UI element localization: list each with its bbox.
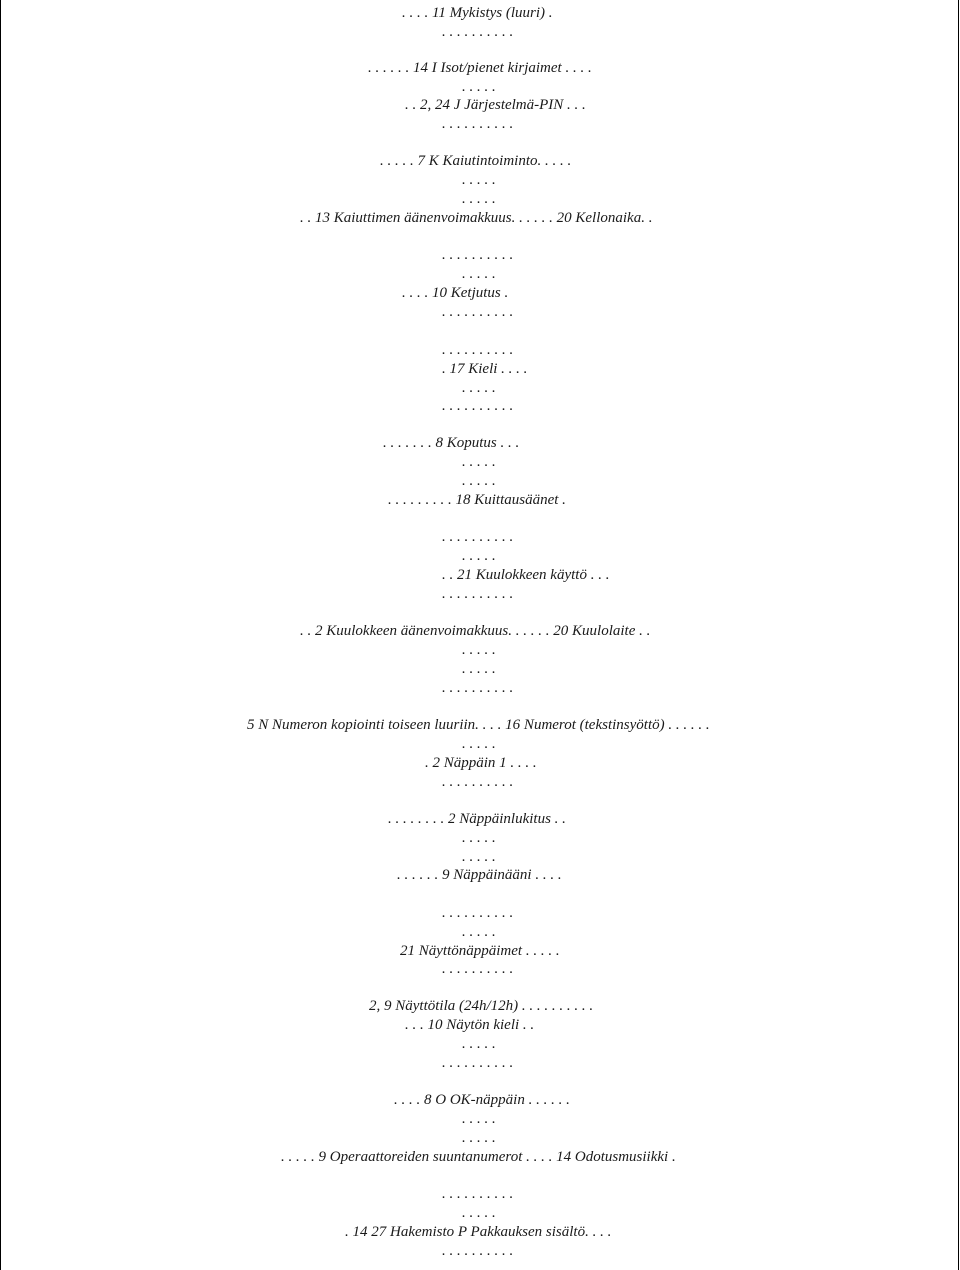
index-line: . . . . . xyxy=(462,642,496,658)
index-line: . 14 27 Hakemisto P Pakkauksen sisältö. . . . xyxy=(345,1224,612,1240)
index-line: . . 2, 24 J Järjestelmä-PIN . . . xyxy=(405,97,586,113)
index-line: . . . . . . . . . . xyxy=(442,905,514,921)
index-line: . . . . . xyxy=(462,266,496,282)
index-line: . . . . . . . . . . xyxy=(442,116,514,132)
index-line: . . . . . . . . . . xyxy=(442,774,514,790)
index-line: . . . . . . . . . . xyxy=(442,1186,514,1202)
index-line: . . . . . 9 Operaattoreiden suuntanumerot . . . . 14 Odotusmusiikki . xyxy=(281,1149,676,1165)
index-line: . . . . . xyxy=(462,1111,496,1127)
index-line: . . . . . . . . . . xyxy=(442,304,514,320)
index-line: . . . 10 Näytön kieli . . xyxy=(405,1017,535,1033)
index-line: . . . . . . . . . . xyxy=(442,247,514,263)
index-line: . . . . 11 Mykistys (luuri) . xyxy=(402,5,553,21)
index-line: . . . . 8 O OK-näppäin . . . . . . xyxy=(394,1092,570,1108)
page-left-border xyxy=(0,0,1,1270)
index-line: . . . . . . . . . . xyxy=(442,398,514,414)
index-line: . . . . . xyxy=(462,849,496,865)
index-line: . . . . . xyxy=(462,1130,496,1146)
index-line: . . . . . xyxy=(462,736,496,752)
index-line: . . . . . . 14 I Isot/pienet kirjaimet . . . . xyxy=(368,60,592,76)
index-line: . . . . . xyxy=(462,548,496,564)
index-line: . . 2 Kuulokkeen äänenvoimakkuus. . . . . . 20 Kuulolaite . . xyxy=(300,623,651,639)
index-line: . . . . . . . . . 18 Kuittausäänet . xyxy=(388,492,566,508)
index-line: . . . . . xyxy=(462,924,496,940)
index-line: . . . . . . . . . . xyxy=(442,24,514,40)
index-line: . 2 Näppäin 1 . . . . xyxy=(425,755,537,771)
index-line: . . . . . xyxy=(462,79,496,95)
index-line: . . . . . xyxy=(462,380,496,396)
index-line: . . . . . 7 K Kaiutintoiminto. . . . . xyxy=(380,153,572,169)
index-line: . . . . 10 Ketjutus . xyxy=(402,285,509,301)
index-line: . . . . . xyxy=(462,661,496,677)
index-line: . . . . . xyxy=(462,473,496,489)
index-line: . . . . . xyxy=(462,1036,496,1052)
index-line: . . . . . xyxy=(462,172,496,188)
index-line: 21 Näyttönäppäimet . . . . . xyxy=(400,943,560,959)
index-line: . . . . . . . . . . xyxy=(442,961,514,977)
index-line: . . 21 Kuulokkeen käyttö . . . xyxy=(442,567,610,583)
index-line: 5 N Numeron kopiointi toiseen luuriin. . . . 16 Numerot (tekstinsyöttö) . . . . . . xyxy=(247,717,710,733)
index-line: . . 13 Kaiuttimen äänenvoimakkuus. . . . . . 20 Kellonaika. . xyxy=(300,210,653,226)
index-line: . . . . . xyxy=(462,454,496,470)
index-line: . . . . . xyxy=(462,191,496,207)
index-line: . . . . . . . . . . xyxy=(442,586,514,602)
index-line: 2, 9 Näyttötila (24h/12h) . . . . . . . . . . xyxy=(369,998,594,1014)
index-line: . . . . . . . . . . xyxy=(442,529,514,545)
index-line: . . . . . . . . . . xyxy=(442,1243,514,1259)
index-line: . . . . . xyxy=(462,830,496,846)
index-line: . . . . . . 9 Näppäinääni . . . . xyxy=(397,867,562,883)
index-line: . 17 Kieli . . . . xyxy=(442,361,528,377)
index-line: . . . . . . . . 2 Näppäinlukitus . . xyxy=(388,811,566,827)
index-line: . . . . . xyxy=(462,1205,496,1221)
index-line: . . . . . . . . . . xyxy=(442,1055,514,1071)
page-right-border xyxy=(958,0,959,1270)
index-line: . . . . . . . 8 Koputus . . . xyxy=(383,435,520,451)
index-line: . . . . . . . . . . xyxy=(442,342,514,358)
index-line: . . . . . . . . . . xyxy=(442,680,514,696)
